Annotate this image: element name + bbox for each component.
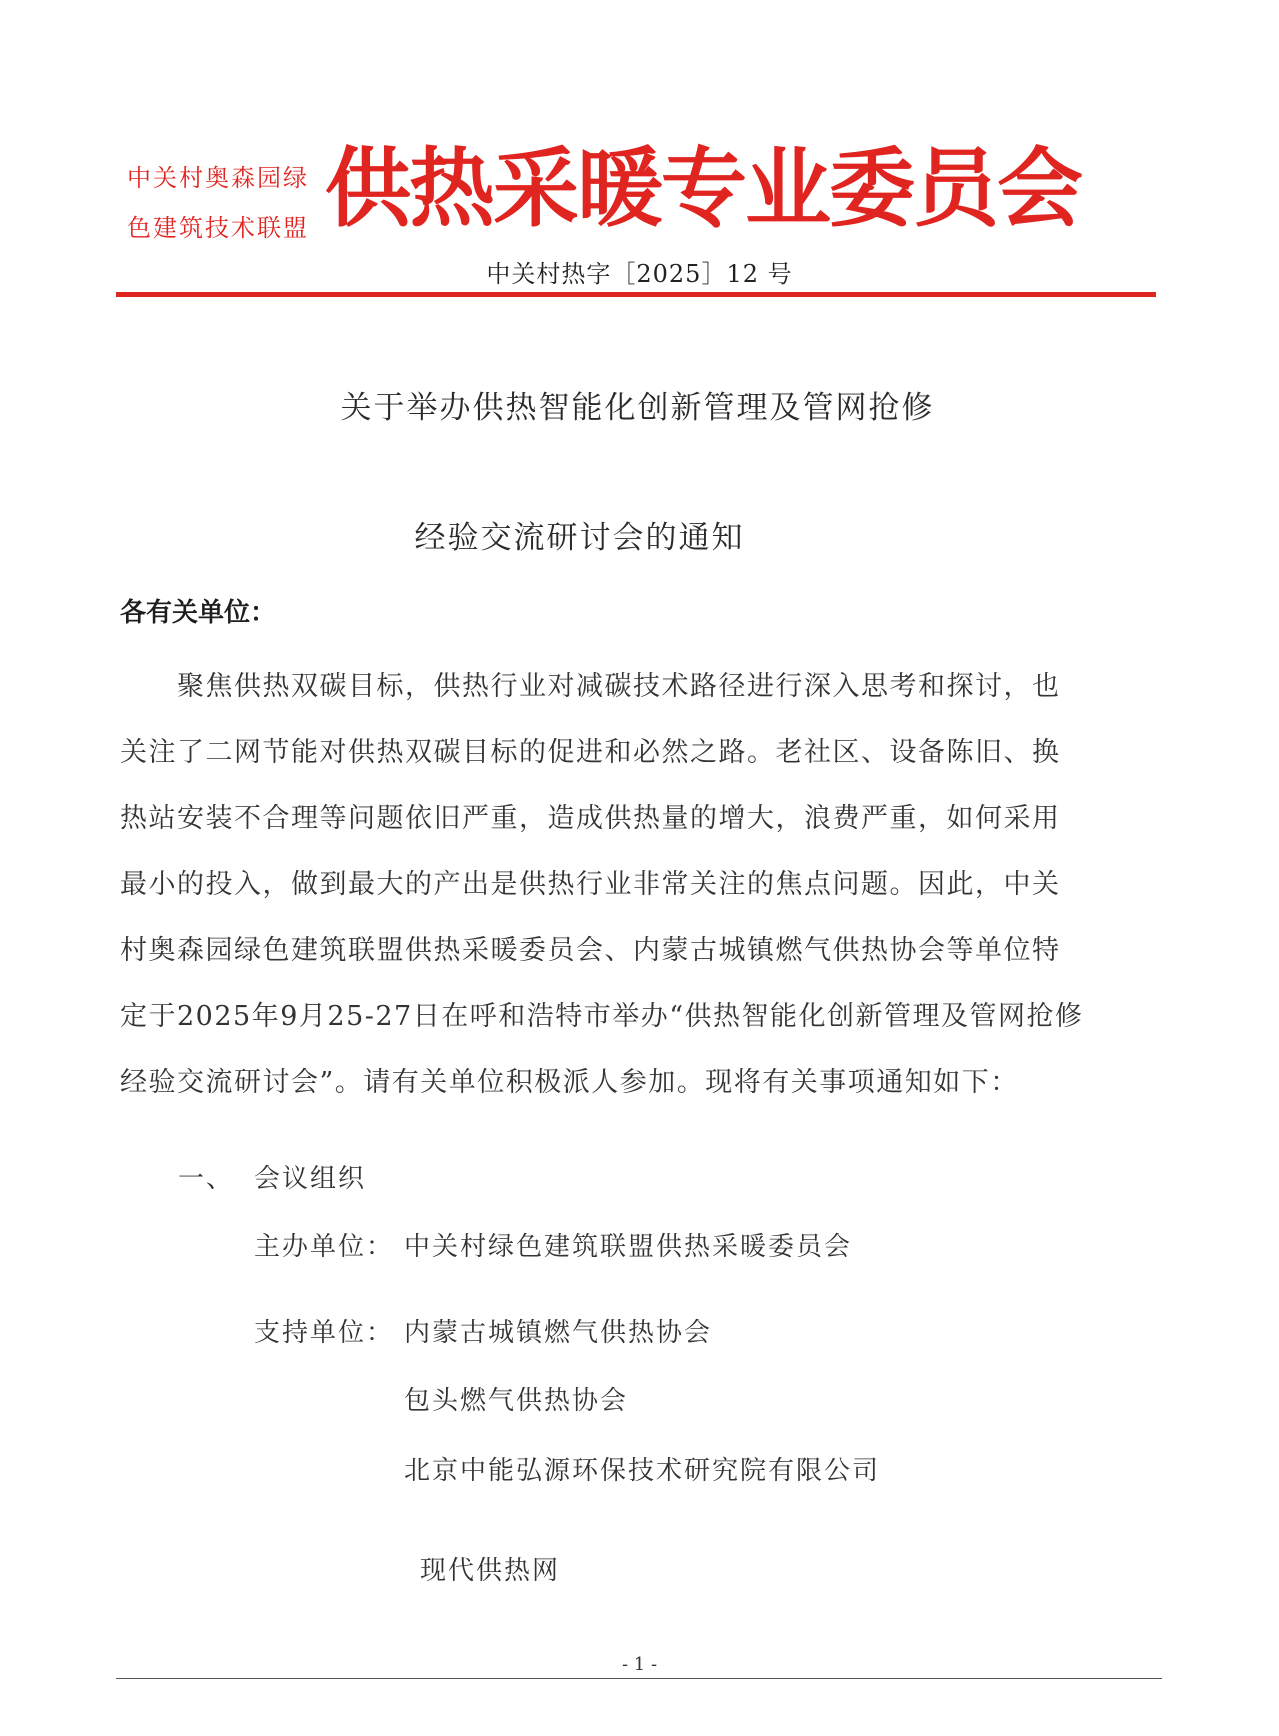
- supporter-item: 现代供热网: [420, 1556, 561, 1586]
- host-label: 主办单位：: [254, 1232, 395, 1262]
- salutation: 各有关单位：: [120, 598, 277, 628]
- body-line: 热站安装不合理等问题依旧严重，造成供热量的增大，浪费严重，如何采用: [120, 803, 1061, 834]
- body-line: 定于2025年9月25-27日在呼和浩特市举办“供热智能化创新管理及管网抢修: [120, 1001, 1084, 1032]
- supporter-item: 内蒙古城镇燃气供热协会: [404, 1318, 713, 1348]
- footer-divider: [116, 1678, 1162, 1679]
- host-organization: 中关村绿色建筑联盟供热采暖委员会: [404, 1232, 853, 1262]
- letterhead-red-divider: [116, 292, 1156, 297]
- section-heading: 会议组织: [254, 1164, 367, 1194]
- letterhead-org-line2: 色建筑技术联盟: [127, 214, 309, 242]
- body-line: 关注了二网节能对供热双碳目标的促进和必然之路。老社区、设备陈旧、换: [120, 737, 1061, 768]
- notice-title-line2: 经验交流研讨会的通知: [414, 520, 745, 556]
- letterhead-committee-name: 供热采暖专业委员会: [325, 139, 1081, 239]
- letterhead-org-line1: 中关村奥森园绿: [127, 164, 309, 192]
- supporter-item: 包头燃气供热协会: [404, 1386, 629, 1416]
- body-line: 村奥森园绿色建筑联盟供热采暖委员会、内蒙古城镇燃气供热协会等单位特: [120, 935, 1061, 966]
- body-line: 经验交流研讨会”。请有关单位积极派人参加。现将有关事项通知如下：: [120, 1067, 1019, 1098]
- supporter-item: 北京中能弘源环保技术研究院有限公司: [404, 1456, 881, 1486]
- body-line: 最小的投入，做到最大的产出是供热行业非常关注的焦点问题。因此，中关: [120, 869, 1061, 900]
- support-label: 支持单位：: [254, 1318, 395, 1348]
- page-number: - 1 -: [621, 1654, 658, 1675]
- notice-title-line1: 关于举办供热智能化创新管理及管网抢修: [340, 390, 935, 426]
- document-number: 中关村热字［2025］12 号: [486, 260, 793, 288]
- section-number: 一、: [178, 1164, 235, 1194]
- body-line: 聚焦供热双碳目标，供热行业对减碳技术路径进行深入思考和探讨，也: [120, 671, 1061, 702]
